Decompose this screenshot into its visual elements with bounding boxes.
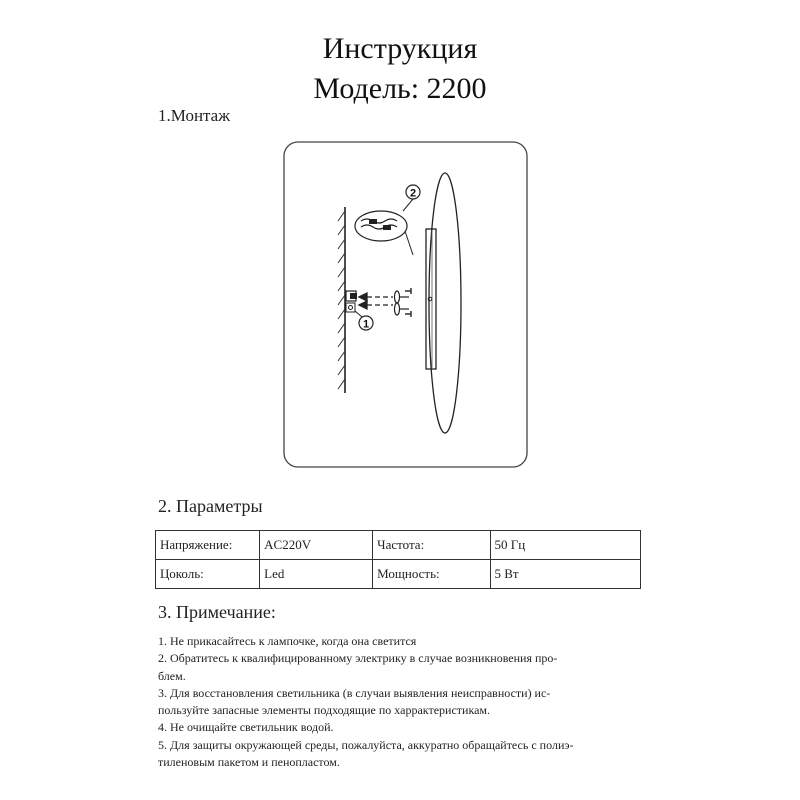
note-line: 5. Для защиты окружающей среды, пожалуйста, аккуратно обращайтесь с полиэ-	[158, 737, 574, 752]
document-title: Инструкция	[322, 32, 478, 65]
arrow-dashes	[359, 293, 393, 309]
note-line: 2. Обратитесь к квалифицированному электрику в случае возникновения про-	[158, 651, 558, 666]
param-value: Led	[260, 560, 373, 589]
param-value: 5 Вт	[490, 560, 641, 589]
section-mounting-heading: 1.Монтаж	[158, 106, 230, 125]
param-value: AC220V	[260, 531, 373, 560]
param-label: Напряжение:	[156, 531, 260, 560]
model-title: Модель: 2200	[313, 72, 487, 105]
lamp-body	[429, 173, 461, 433]
note-line: 3. Для восстановления светильника (в случаи выявления неисправности) ис-	[158, 685, 551, 700]
screws	[395, 291, 410, 315]
note-line: блем.	[158, 668, 186, 683]
mounting-diagram	[283, 141, 528, 468]
param-label: Частота:	[373, 531, 490, 560]
param-label: Мощность:	[373, 560, 490, 589]
notes-list	[158, 633, 668, 771]
param-value: 50 Гц	[490, 531, 641, 560]
parameters-table	[155, 530, 641, 589]
note-line: тиленовым пакетом и пенопластом.	[158, 755, 340, 770]
table-row	[156, 560, 641, 589]
table-row	[156, 531, 641, 560]
section-notes-heading: 3. Примечание:	[158, 602, 276, 622]
param-label: Цоколь:	[156, 560, 260, 589]
callout-1: 1	[362, 318, 370, 331]
note-line: 1. Не прикасайтесь к лампочке, когда она светится	[158, 634, 417, 648]
callout-2: 2	[409, 187, 417, 200]
section-parameters-heading: 2. Параметры	[158, 496, 263, 516]
connector-detail	[355, 211, 413, 255]
wall-hatching	[338, 211, 345, 389]
wall-bracket	[346, 291, 357, 312]
note-line: 4. Не очищайте светильник водой.	[158, 720, 334, 735]
mounting-plate	[426, 229, 436, 369]
note-line: пользуйте запасные элементы подходящие по харрактеристикам.	[158, 703, 491, 718]
